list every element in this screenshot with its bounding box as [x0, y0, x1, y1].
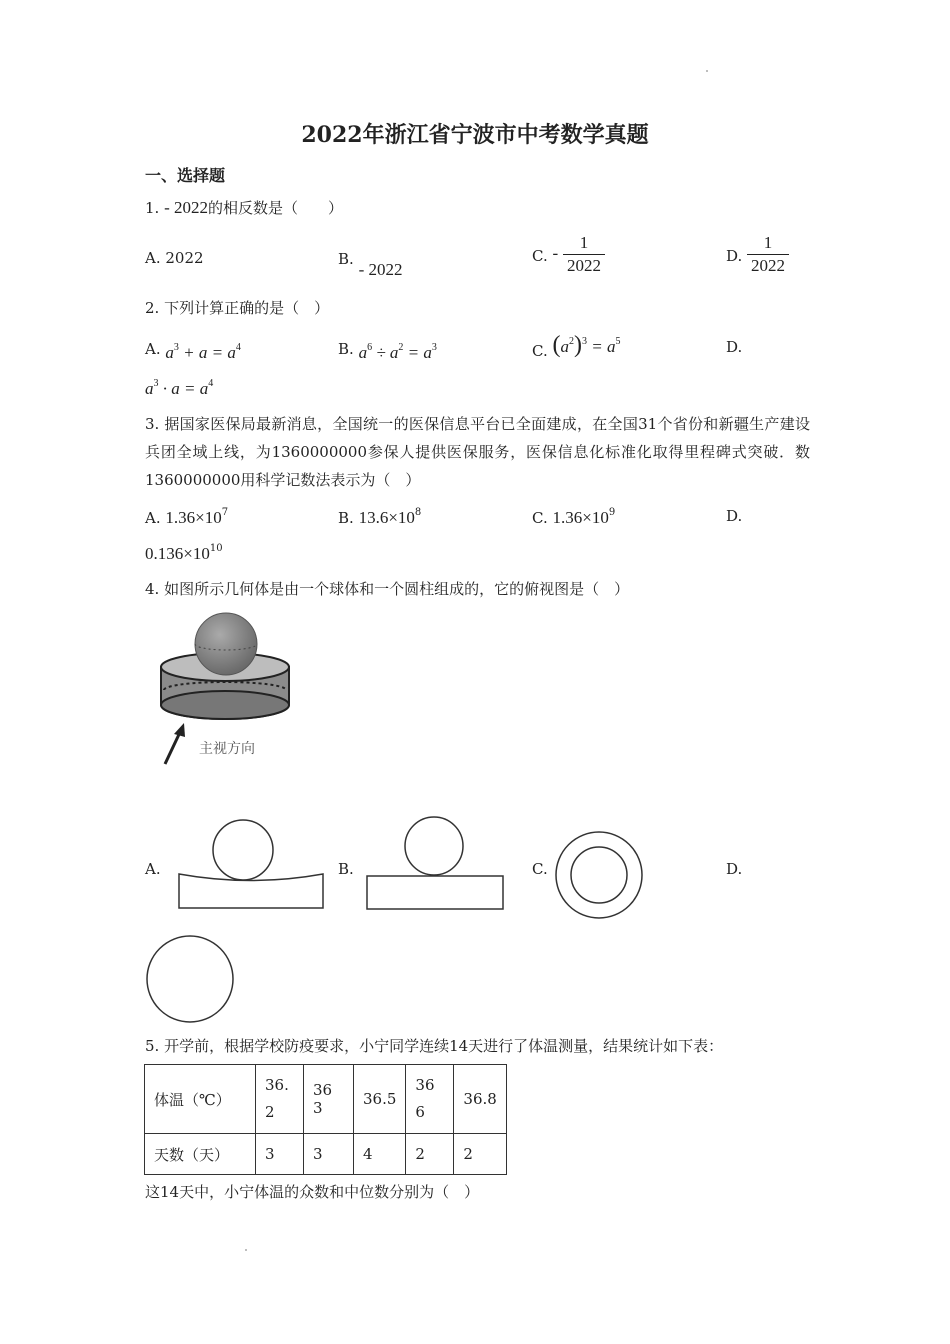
q5-stem: 5. 开学前，根据学校防疫要求，小宁同学连续14天进行了体温测量，结果统计如下表：	[145, 1037, 724, 1055]
q4-option-c-figure	[554, 830, 646, 922]
fraction-denominator: 2022	[563, 254, 605, 277]
option-label: C.	[532, 342, 548, 360]
q1-option-b[interactable]	[338, 249, 403, 279]
sphere	[195, 613, 257, 675]
q2-stem: 2. 下列计算正确的是（ ）	[145, 299, 330, 317]
table-cell: 2	[406, 1134, 454, 1175]
q2-option-d-formula: $a^3 \cdot a = a^4$	[145, 378, 214, 398]
option-fraction	[747, 232, 789, 277]
q3-stem: 3. 据国家医保局最新消息，全国统一的医保信息平台已全面建成，在全国31个省份和新疆生产建设兵团全域上线，为1360000000参保人提供医保服务，医保信息化标准化取得里程碑式突破．数1360000000用科学记数法表示为（ ）	[145, 415, 810, 489]
q3-option-b[interactable]	[338, 507, 421, 528]
q3-option-d[interactable]	[726, 507, 742, 525]
table-row-header: 体温（℃）	[145, 1065, 256, 1134]
q3-option-a[interactable]	[145, 507, 228, 528]
table-row-header: 天数（天）	[145, 1134, 256, 1175]
q1-number: 1.	[145, 199, 160, 217]
option-label: C.	[532, 246, 548, 265]
table-cell: 4	[354, 1134, 406, 1175]
q4-option-a-figure	[176, 815, 326, 913]
table-cell: 36.2	[256, 1065, 304, 1134]
q1-option-a[interactable]	[145, 249, 204, 267]
option-sign: -	[552, 243, 559, 263]
table-cell: 3	[256, 1134, 304, 1175]
q2-option-c[interactable]	[532, 332, 620, 359]
q4-option-d-label[interactable]: D.	[726, 860, 743, 878]
q2-option-d[interactable]	[726, 338, 742, 356]
fraction-numerator: 1	[579, 233, 589, 252]
option-label: D.	[726, 507, 743, 525]
option-label: B.	[338, 340, 354, 358]
q3-option-c[interactable]	[532, 507, 615, 528]
option-mantissa: 1.36×10	[552, 508, 609, 527]
option-mantissa: 1.36×10	[165, 508, 222, 527]
option-mantissa: 0.136×10	[145, 544, 210, 563]
table-cell: 36.8	[454, 1065, 506, 1134]
option-text: 2022	[165, 249, 204, 267]
q4-option-d-figure	[145, 934, 237, 1026]
option-mantissa: 13.6×10	[358, 508, 415, 527]
option-label: B.	[338, 509, 354, 527]
page-speck	[706, 70, 708, 72]
table-cell: 36 3	[304, 1065, 354, 1134]
option-exponent: 10	[209, 543, 223, 554]
q1-value: - 2022	[164, 198, 209, 217]
table-row	[145, 1065, 507, 1134]
table-cell: 36.5	[354, 1065, 406, 1134]
q2-option-b[interactable]	[338, 338, 437, 362]
fraction-denominator: 2022	[747, 254, 789, 277]
section-heading: 一、选择题	[145, 166, 226, 185]
option-label: A.	[145, 509, 161, 527]
option-label: D.	[726, 338, 743, 356]
q1-stem: 的相反数是（ ）	[208, 199, 344, 217]
option-formula: $(a^2)^3 = a^5$	[552, 332, 621, 358]
table-cell: 2	[454, 1134, 506, 1175]
table-row	[145, 1134, 507, 1175]
table-cell: 3	[304, 1134, 354, 1175]
q2-option-a[interactable]	[145, 338, 241, 362]
q1-stem-line	[145, 197, 343, 218]
option-exponent: 9	[608, 507, 616, 518]
q4-option-b-figure	[364, 815, 506, 913]
option-label: D.	[726, 246, 743, 265]
q3-option-d-value	[145, 543, 223, 564]
figure-caption: 主视方向	[199, 741, 255, 757]
page-speck	[245, 1249, 247, 1251]
document-title: 2022年浙江省宁波市中考数学真题	[301, 122, 649, 148]
q5-followup: 这14天中，小宁体温的众数和中位数分别为（ ）	[145, 1183, 480, 1201]
q4-option-b-label[interactable]: B.	[338, 860, 354, 878]
q1-option-d[interactable]	[726, 232, 789, 277]
cylinder-bottom	[161, 691, 289, 719]
option-label: B.	[338, 250, 354, 268]
temperature-table	[144, 1064, 507, 1175]
fraction-numerator: 1	[763, 233, 773, 252]
option-label: A.	[145, 340, 161, 358]
view-arrow-head	[174, 723, 185, 737]
option-label: A.	[145, 249, 161, 267]
option-text: - 2022	[358, 260, 403, 279]
q4-option-a-label[interactable]: A.	[145, 860, 161, 878]
option-fraction	[563, 232, 605, 277]
option-formula: $a^3 + a = a^4$	[165, 342, 241, 362]
q4-option-c-label[interactable]: C.	[532, 860, 548, 878]
option-exponent: 7	[221, 507, 229, 518]
option-label: C.	[532, 509, 548, 527]
table-cell: 36 6	[406, 1065, 454, 1134]
q1-option-c[interactable]	[532, 232, 605, 277]
option-exponent: 8	[414, 507, 422, 518]
option-formula: $a^6 \div a^2 = a^3$	[358, 342, 437, 362]
q4-stem: 4. 如图所示几何体是由一个球体和一个圆柱组成的，它的俯视图是（ ）	[145, 580, 630, 598]
